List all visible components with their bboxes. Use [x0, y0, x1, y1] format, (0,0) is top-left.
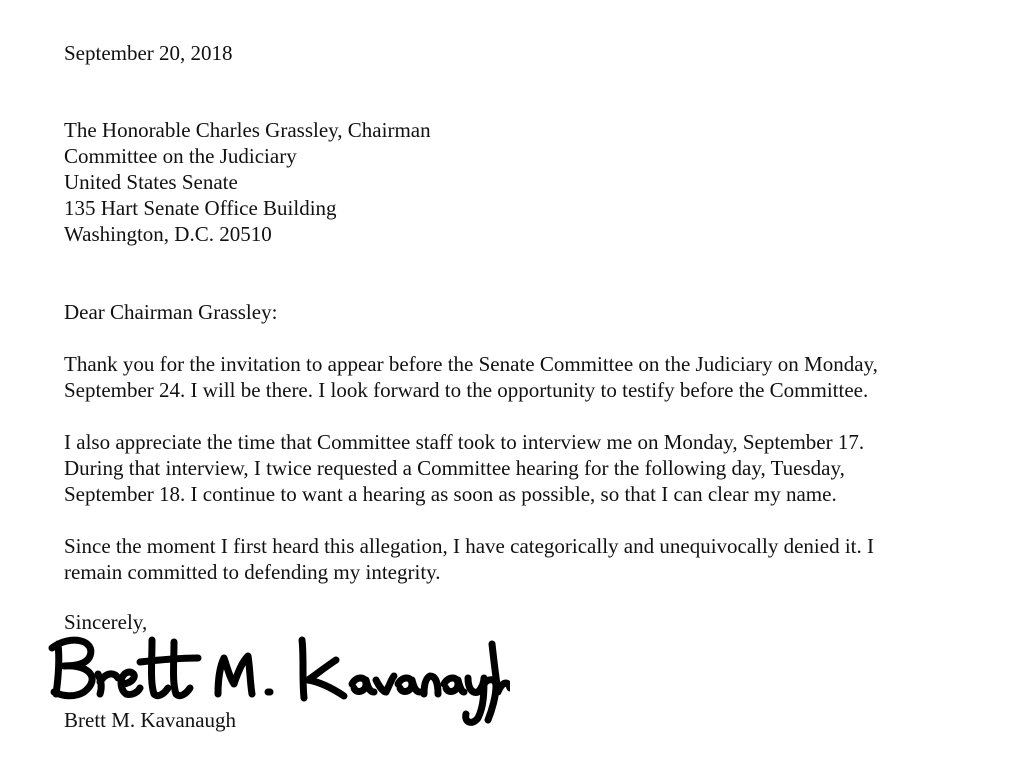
- salutation: Dear Chairman Grassley:: [64, 300, 278, 324]
- paragraph-line: September 24. I will be there. I look forward to the opportunity to testify before the Committee.: [64, 378, 869, 402]
- body-paragraph: [64, 533, 964, 585]
- paragraph-line: I also appreciate the time that Committee staff took to interview me on Monday, September 17.: [64, 430, 865, 454]
- address-line: 135 Hart Senate Office Building: [64, 196, 337, 220]
- paragraph-line: remain committed to defending my integrity.: [64, 560, 441, 584]
- closing: Sincerely,: [64, 610, 148, 634]
- printed-name: Brett M. Kavanaugh: [64, 708, 237, 732]
- address-line: The Honorable Charles Grassley, Chairman: [64, 118, 431, 142]
- address-line: Washington, D.C. 20510: [64, 222, 272, 246]
- body-paragraph: [64, 351, 964, 403]
- address-line: United States Senate: [64, 170, 238, 194]
- paragraph-line: During that interview, I twice requested a Committee hearing for the following day, Tuesday,: [64, 456, 845, 480]
- recipient-address: [64, 117, 431, 247]
- address-line: Committee on the Judiciary: [64, 144, 297, 168]
- paragraph-line: Since the moment I first heard this allegation, I have categorically and unequivocally denied it. I: [64, 534, 874, 558]
- body-paragraph: [64, 429, 964, 507]
- paragraph-line: Thank you for the invitation to appear before the Senate Committee on the Judiciary on Monday,: [64, 352, 878, 376]
- paragraph-line: September 18. I continue to want a hearing as soon as possible, so that I can clear my name.: [64, 482, 837, 506]
- letter-date: September 20, 2018: [64, 41, 233, 65]
